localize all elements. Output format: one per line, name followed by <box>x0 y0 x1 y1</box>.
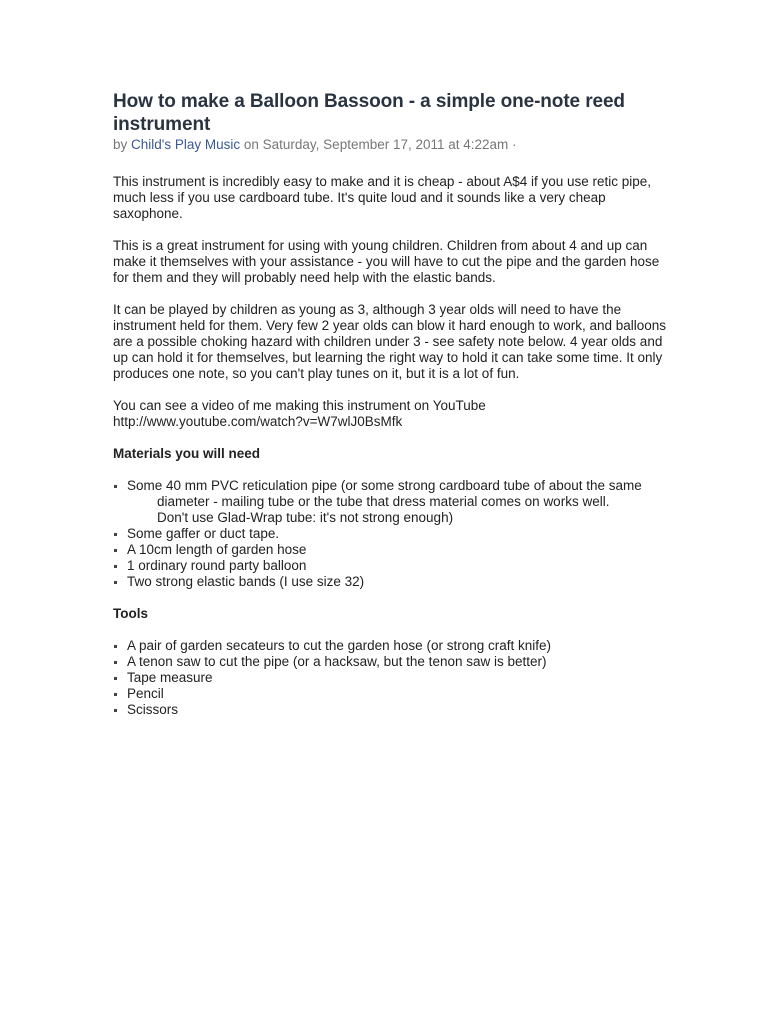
list-item: Tape measure <box>113 670 673 686</box>
byline-prefix: by <box>113 137 132 152</box>
list-item: Two strong elastic bands (I use size 32) <box>113 574 673 590</box>
children-paragraph: This is a great instrument for using with young children. Children from about 4 and up can make it themselves with your assistance - you will have to cut the pipe and the garden hose for them and they will probably need help with the elastic bands. <box>113 238 660 285</box>
material-pipe-note: Don't use Glad-Wrap tube: it's not strong enough) <box>157 510 454 525</box>
age-paragraph: It can be played by children as young as 3, although 3 year olds will need to have the instrument held for them. Very few 2 year olds can blow it hard enough to work, and balloons are a possible choking hazard with children under 3 - see safety note below. 4 year olds and up can hold it for themselves, but learning the right way to hold it can take some time. It only produces one note, so you can't play tunes on it, but it is a lot of fun. <box>113 302 667 381</box>
material-pipe: Some 40 mm PVC reticulation pipe (or some strong cardboard tube of about the same <box>127 478 642 493</box>
intro-paragraph: This instrument is incredibly easy to make and it is cheap - about A$4 if you use retic pipe, much less if you use cardboard tube. It's quite loud and it sounds like a very cheap saxophone. <box>113 174 652 221</box>
list-item: Some gaffer or duct tape. <box>113 526 673 542</box>
video-paragraph <box>113 398 673 430</box>
article <box>113 90 673 734</box>
materials-heading: Materials you will need <box>113 446 261 461</box>
material-pipe-cont: diameter - mailing tube or the tube that dress material comes on works well. <box>157 494 610 509</box>
list-item: Scissors <box>113 702 673 718</box>
author-link[interactable]: Child's Play Music <box>131 137 241 152</box>
tools-heading: Tools <box>113 606 148 621</box>
list-item: A pair of garden secateurs to cut the garden hose (or strong craft knife) <box>113 638 673 654</box>
video-url: http://www.youtube.com/watch?v=W7wlJ0BsMfk <box>113 414 403 429</box>
list-item: A tenon saw to cut the pipe (or a hacksaw, but the tenon saw is better) <box>113 654 673 670</box>
byline-date: on Saturday, September 17, 2011 at 4:22am · <box>240 137 517 152</box>
list-item <box>113 478 673 526</box>
article-title: How to make a Balloon Bassoon - a simple one-note reed instrument <box>113 91 625 135</box>
video-text: You can see a video of me making this instrument on YouTube <box>113 398 486 413</box>
list-item: 1 ordinary round party balloon <box>113 558 673 574</box>
list-item: Pencil <box>113 686 673 702</box>
tools-list <box>113 638 673 718</box>
byline <box>113 136 673 154</box>
list-item: A 10cm length of garden hose <box>113 542 673 558</box>
materials-list <box>113 478 673 590</box>
